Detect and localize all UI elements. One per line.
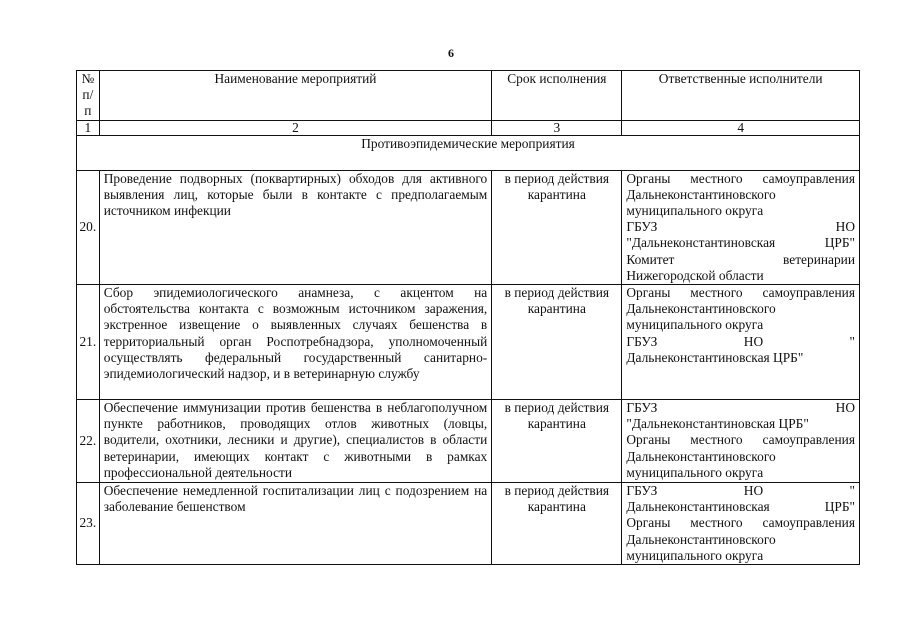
responsible-line: муниципального округа bbox=[626, 317, 764, 333]
responsible-line: Комитет ветеринарии bbox=[626, 251, 855, 267]
deadline: в период действия карантина bbox=[492, 170, 622, 284]
measures-table bbox=[76, 70, 860, 565]
measure-name: Проведение подворных (поквартирных) обходов для активного выявления лиц, которые были в контакте с предполагаемым источником инфекции bbox=[99, 170, 492, 284]
deadline: в период действия карантина bbox=[492, 400, 622, 483]
section-title: Противоэпидемические мероприятия bbox=[77, 135, 860, 170]
responsible-line: Органы местного самоуправления bbox=[626, 170, 855, 186]
row-number: 21. bbox=[77, 285, 100, 400]
responsible-line: ГБУЗ НО bbox=[626, 400, 855, 416]
header-number: № п/п bbox=[77, 71, 100, 121]
responsible-line: Дальнеконстантиновская ЦРБ" bbox=[626, 349, 804, 365]
responsible-line: ГБУЗ НО bbox=[626, 219, 855, 235]
responsible-line: "Дальнеконстантиновская ЦРБ" bbox=[626, 416, 809, 432]
responsible bbox=[622, 483, 860, 565]
deadline: в период действия карантина bbox=[492, 285, 622, 400]
responsible-line: Органы местного самоуправления bbox=[626, 285, 855, 301]
header-deadline: Срок исполнения bbox=[492, 71, 622, 121]
table-row bbox=[77, 400, 860, 483]
column-number-row bbox=[77, 120, 860, 135]
measure-name: Обеспечение немедленной госпитализации лиц с подозрением на заболевание бешенством bbox=[99, 483, 492, 565]
responsible bbox=[622, 400, 860, 483]
responsible bbox=[622, 285, 860, 400]
table-header-row bbox=[77, 71, 860, 121]
row-number: 20. bbox=[77, 170, 100, 284]
page-number: 6 bbox=[448, 46, 454, 60]
deadline: в период действия карантина bbox=[492, 483, 622, 565]
responsible-line: ГБУЗ НО " bbox=[626, 333, 855, 349]
responsible-line: Дальнеконстантиновская ЦРБ" bbox=[626, 499, 855, 515]
column-number: 4 bbox=[622, 120, 860, 135]
responsible-line: муниципального округа bbox=[626, 547, 764, 563]
measure-name: Сбор эпидемиологического анамнеза, с акцентом на обстоятельства контакта с возможным источником заражения, экстренное извещение о выявленных случаях бешенства в территориальный орган Роспотребнадзора, уполномоченный осуществлять федеральный государственный санитарно-эпидемиологический надзор, и в ветеринарную службу bbox=[99, 285, 492, 400]
responsible-line: ГБУЗ НО " bbox=[626, 483, 855, 499]
responsible-line: "Дальнеконстантиновская ЦРБ" bbox=[626, 235, 855, 251]
column-number: 3 bbox=[492, 120, 622, 135]
column-number: 2 bbox=[99, 120, 492, 135]
row-number: 23. bbox=[77, 483, 100, 565]
responsible-line: Дальнеконстантиновского bbox=[626, 186, 776, 202]
responsible-line: Органы местного самоуправления bbox=[626, 515, 855, 531]
row-number: 22. bbox=[77, 400, 100, 483]
responsible-line: муниципального округа bbox=[626, 464, 764, 480]
table-row bbox=[77, 483, 860, 565]
measure-name: Обеспечение иммунизации против бешенства в неблагополучном пункте работников, проводящих отлов животных (ловцы, водители, охотники, лесники и другие), специалистов в области ветеринарии, имеющих контакт с животными в рамках профессиональной деятельности bbox=[99, 400, 492, 483]
section-row bbox=[77, 135, 860, 170]
header-responsible: Ответственные исполнители bbox=[622, 71, 860, 121]
responsible-line: Дальнеконстантиновского bbox=[626, 448, 776, 464]
responsible-line: Органы местного самоуправления bbox=[626, 432, 855, 448]
responsible-line: Дальнеконстантиновского bbox=[626, 301, 776, 317]
responsible-line: муниципального округа bbox=[626, 203, 764, 219]
header-name: Наименование мероприятий bbox=[99, 71, 492, 121]
column-number: 1 bbox=[77, 120, 100, 135]
responsible bbox=[622, 170, 860, 284]
responsible-line: Нижегородской области bbox=[626, 267, 764, 283]
responsible-line: Дальнеконстантиновского bbox=[626, 531, 776, 547]
table-row bbox=[77, 170, 860, 284]
table-row bbox=[77, 285, 860, 400]
